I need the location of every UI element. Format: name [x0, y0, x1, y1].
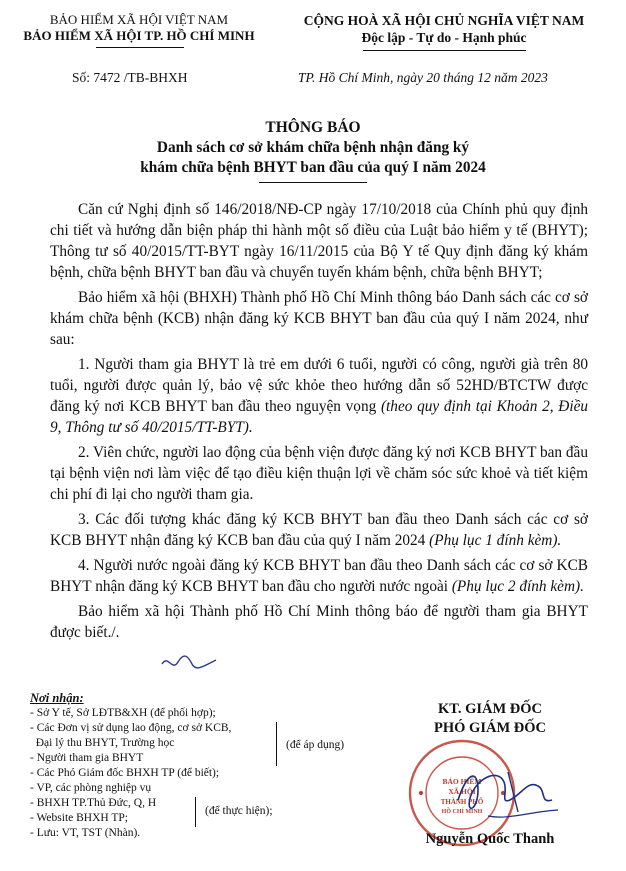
item-4 — [50, 555, 588, 597]
place-date: TP. Hồ Chí Minh, ngày 20 tháng 12 năm 2023 — [298, 70, 548, 85]
brace-implement — [195, 797, 196, 827]
implement-note: (để thực hiện); — [205, 805, 273, 817]
signature-block — [380, 700, 600, 738]
svg-text:XÃ HỘI: XÃ HỘI — [448, 787, 476, 796]
org-parent: BẢO HIỂM XÃ HỘI VIỆT NAM — [49, 12, 229, 27]
header-right — [282, 12, 606, 46]
svg-text:HỒ CHÍ MINH: HỒ CHÍ MINH — [441, 809, 483, 815]
national-motto: Độc lập - Tự do - Hạnh phúc — [361, 30, 527, 45]
recipient-line: - Các Đơn vị sử dụng lao động, cơ sở KCB, — [30, 722, 232, 734]
handwritten-signature — [448, 760, 568, 830]
apply-note: (để áp dụng) — [286, 739, 345, 751]
recipient-line: - Người tham gia BHYT — [30, 752, 144, 764]
item-1-text: 1. Người tham gia BHYT là trẻ em dưới 6 tuổi, người có công, người già trên 80 tuổi, người được quản lý, bảo vệ sức khỏe theo hướng dẫn số 52HD/BTCTW được đăng ký nơi KCB BHYT ban đầu theo nguyện vọng — [50, 356, 588, 415]
document-title-block — [40, 118, 586, 178]
paragraph-announcement: Bảo hiểm xã hội (BHXH) Thành phố Hồ Chí Minh thông báo Danh sách các cơ sở khám chữa bệnh (KCB) nhận đăng ký KCB BHYT ban đầu của quý I năm 2024, như sau: — [50, 289, 588, 348]
header-left — [20, 12, 258, 44]
svg-text:BẢO HIỂM: BẢO HIỂM — [442, 777, 482, 786]
org-underline — [96, 47, 184, 48]
recipient-line: - VP, các phòng nghiệp vụ — [30, 782, 152, 794]
document-kind: THÔNG BÁO — [265, 119, 361, 136]
org-name: BẢO HIỂM XÃ HỘI TP. HỒ CHÍ MINH — [23, 28, 255, 43]
item-3-reference: (Phụ lục 1 đính kèm). — [429, 532, 562, 549]
item-1-reference: (theo quy định tại Khoản 2, Điều 9, Thông tư số 40/2015/TT-BYT). — [50, 398, 589, 436]
recipient-line: - BHXH TP.Thủ Đức, Q, H — [30, 797, 157, 809]
recipient-line: Đại lý thu BHYT, Trường học — [30, 737, 175, 749]
signer-role-1: KT. GIÁM ĐỐC — [437, 701, 543, 717]
recipients-heading: Nơi nhận: — [30, 691, 84, 705]
brace-apply — [276, 722, 277, 766]
signer-role-2: PHÓ GIÁM ĐỐC — [434, 720, 546, 736]
nation-title: CỘNG HOÀ XÃ HỘI CHỦ NGHĨA VIỆT NAM — [303, 13, 585, 28]
title-line-2: khám chữa bệnh BHYT ban đầu của quý I năm 2024 — [140, 159, 486, 176]
item-2: 2. Viên chức, người lao động của bệnh viện được đăng ký nơi KCB BHYT ban đầu tại bệnh viện nơi làm việc để tạo điều kiện thuận lợi về chăm sóc sức khoẻ và tiết kiệm chi phí đi lại cho người tham gia. — [50, 444, 588, 503]
recipient-line: - Lưu: VT, TST (Nhàn). — [30, 827, 141, 839]
paragraph-legal-basis: Căn cứ Nghị định số 146/2018/NĐ-CP ngày 17/10/2018 của Chính phủ quy định chi tiết và hướng dẫn biện pháp thi hành một số điều của Luật bảo hiểm y tế (BHYT); Thông tư số 40/2015/TT-BYT ngày 16/11/2015 của Bộ Y tế Quy định đăng ký khám bệnh, chữa bệnh BHYT ban đầu và chuyển tuyến khám bệnh, chữa bệnh BHYT; — [50, 201, 588, 281]
item-3-text: 3. Các đối tượng khác đăng ký KCB BHYT ban đầu theo Danh sách các cơ sở KCB BHYT nhận đăng ký KCB ban đầu của quý I năm 2024 — [50, 511, 588, 549]
motto-underline — [363, 50, 526, 51]
recipient-line: - Sở Y tế, Sở LĐTB&XH (để phối hợp); — [30, 707, 216, 719]
item-1 — [50, 354, 588, 438]
title-underline — [259, 182, 367, 183]
item-3 — [50, 509, 588, 551]
item-4-reference: (Phụ lục 2 đính kèm). — [451, 578, 584, 595]
item-4-text: 4. Người nước ngoài đăng ký KCB BHYT ban đầu theo Danh sách các cơ sở KCB BHYT nhận đăng ký KCB BHYT ban đầu cho người nước ngoài — [50, 557, 588, 595]
signer-name: Nguyễn Quốc Thanh — [425, 831, 555, 847]
document-number: Số: 7472 /TB-BHXH — [72, 70, 188, 85]
initial-mark — [160, 652, 220, 674]
document-body — [50, 199, 588, 643]
recipient-line: - Các Phó Giám đốc BHXH TP (để biết); — [30, 767, 220, 779]
svg-text:THÀNH PHỐ: THÀNH PHỐ — [440, 798, 484, 806]
recipients-block — [30, 690, 330, 841]
closing-paragraph: Bảo hiểm xã hội Thành phố Hồ Chí Minh thông báo để người tham gia BHYT được biết./. — [50, 603, 588, 641]
title-line-1: Danh sách cơ sở khám chữa bệnh nhận đăng ký — [156, 139, 470, 156]
recipient-line: - Website BHXH TP; — [30, 812, 128, 824]
